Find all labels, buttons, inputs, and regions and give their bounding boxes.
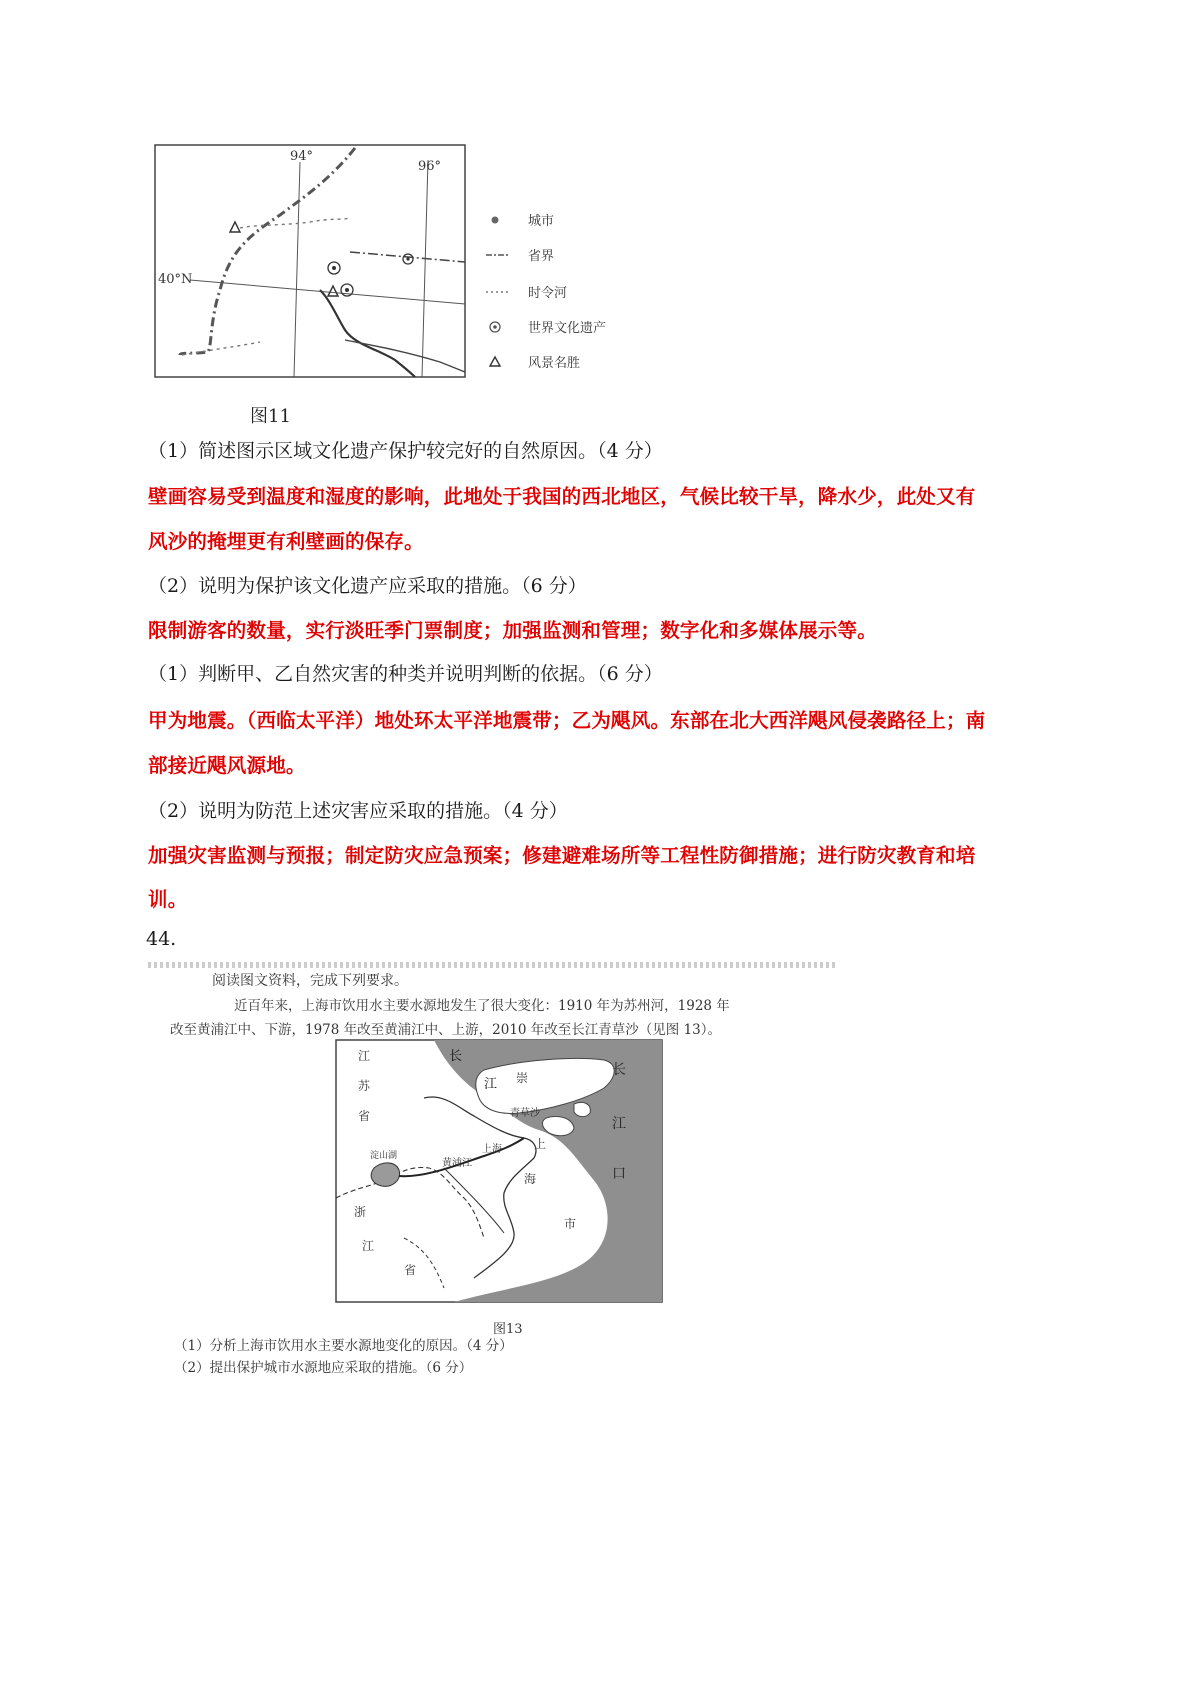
river — [320, 290, 415, 377]
label-chang-river: 长 — [449, 1049, 463, 1064]
question-1-answer-line-1: 壁画容易受到温度和湿度的影响，此地处于我国的西北地区，气候比较干旱，降水少，此处又有 — [148, 485, 976, 508]
lat-label-40n: 40°N — [158, 272, 193, 287]
label-shang: 上 — [534, 1137, 547, 1151]
legend-province-border-label: 省界 — [528, 249, 555, 264]
legend-heritage-label: 世界文化遗产 — [528, 321, 607, 336]
label-zhe: 浙 — [354, 1205, 367, 1219]
label-sheng-1: 省 — [358, 1109, 371, 1123]
label-sheng-2: 省 — [404, 1263, 417, 1277]
label-dianshanhu: 淀山湖 — [370, 1151, 398, 1161]
label-hai: 海 — [524, 1172, 537, 1186]
scan-44 — [148, 960, 838, 1380]
map-frame — [155, 145, 465, 377]
city-icon — [403, 254, 413, 264]
question-1-answer-line-2: 风沙的掩埋更有利壁画的保存。 — [148, 530, 424, 553]
seasonal-river-1 — [240, 218, 350, 228]
label-shanghai: 上海 — [482, 1144, 502, 1155]
legend-city-icon — [492, 217, 499, 224]
scan-para-line-2: 改至黄浦江中、下游，1978 年改至黄浦江中、上游，2010 年改至长江青草沙（见图 13）。 — [170, 1022, 722, 1038]
label-estuary-kou: 口 — [612, 1166, 626, 1182]
scan-question-1: （1）分析上海市饮用水主要水源地变化的原因。（4 分） — [174, 1338, 513, 1354]
question-4-answer-line-1: 加强灾害监测与预报；制定防灾应急预案；修建避难场所等工程性防御措施；进行防灾教育和培 — [148, 844, 976, 867]
meridian-94 — [294, 162, 300, 377]
label-estuary-chang: 长 — [612, 1062, 626, 1078]
island-hengsha — [574, 1102, 590, 1116]
label-jiang-2: 江 — [362, 1239, 375, 1253]
figure-11-caption: 图11 — [250, 406, 291, 427]
scan-para-line-1: 近百年来，上海市饮用水主要水源地发生了很大变化：1910 年为苏州河，1928 年 — [234, 998, 730, 1014]
legend-scenic-icon — [490, 357, 500, 366]
question-4-answer-line-2: 训。 — [148, 888, 188, 911]
legend-city-label: 城市 — [528, 214, 555, 229]
question-1-prompt: （1）简述图示区域文化遗产保护较完好的自然原因。（4 分） — [148, 440, 663, 462]
figure-11-map — [150, 140, 630, 430]
label-huangpujiang: 黄浦江 — [442, 1158, 472, 1169]
province-border-west — [180, 148, 355, 355]
dianshan-lake — [371, 1163, 399, 1186]
meridian-96 — [422, 160, 428, 377]
scan-intro: 阅读图文资料，完成下列要求。 — [212, 973, 408, 989]
question-number: 44. — [146, 928, 177, 950]
world-heritage-icon — [328, 262, 353, 296]
label-estuary-jiang: 江 — [612, 1116, 626, 1132]
question-3-answer-line-1: 甲为地震。（西临太平洋）地处环太平洋地震带；乙为飓风。东部在北大西洋飓风侵袭路径上；南 — [148, 709, 986, 732]
question-4-prompt: （2）说明为防范上述灾害应采取的措施。（4 分） — [148, 800, 568, 822]
legend-scenic-label: 风景名胜 — [528, 356, 581, 371]
label-jiang-river: 江 — [484, 1077, 498, 1092]
label-qingcaosha: 青草沙 — [510, 1108, 540, 1119]
question-3-prompt: （1）判断甲、乙自然灾害的种类并说明判断的依据。（6 分） — [148, 663, 663, 685]
legend-seasonal-river-label: 时令河 — [528, 286, 568, 301]
question-2-prompt: （2）说明为保护该文化遗产应采取的措施。（6 分） — [148, 575, 587, 597]
figure-11 — [150, 140, 630, 430]
label-chongming: 崇 — [516, 1071, 529, 1085]
legend — [486, 214, 606, 371]
question-2-answer-line-1: 限制游客的数量，实行淡旺季门票制度；加强监测和管理；数字化和多媒体展示等。 — [148, 619, 877, 642]
scan-noise-bar — [148, 962, 838, 968]
label-jiang-1: 江 — [358, 1049, 371, 1063]
scan-question-2: （2）提出保护城市水源地应采取的措施。（6 分） — [174, 1360, 473, 1376]
figure-13-map — [334, 1038, 664, 1316]
label-shi: 市 — [564, 1217, 577, 1231]
figure-13-caption: 图13 — [493, 1322, 523, 1337]
label-su: 苏 — [358, 1079, 371, 1093]
lon-label-96: 96° — [418, 159, 442, 174]
lon-label-94: 94° — [290, 149, 314, 164]
question-3-answer-line-2: 部接近飓风源地。 — [148, 754, 306, 777]
seasonal-river-2 — [182, 342, 260, 355]
